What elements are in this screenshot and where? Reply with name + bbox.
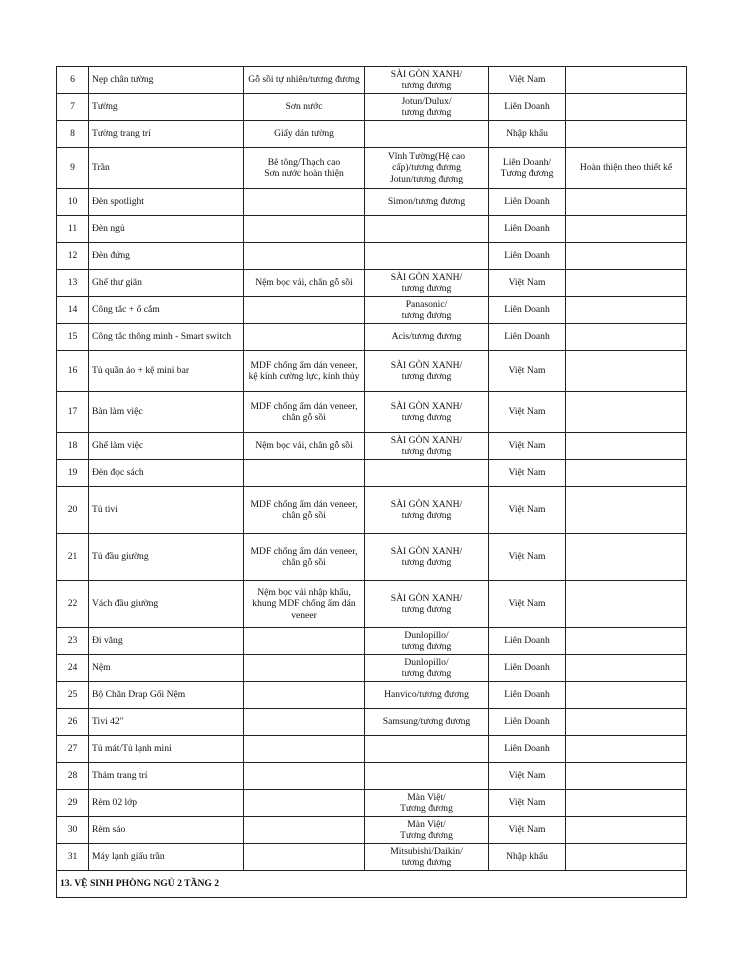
row-number: 21	[67, 551, 78, 563]
row-number: 6	[70, 74, 75, 86]
note-cell	[566, 270, 687, 297]
origin-cell	[489, 243, 566, 270]
origin: Liên Doanh	[504, 250, 550, 262]
brand-spec: Mitsubishi/Daikin/ tương đương	[390, 845, 463, 868]
brand-spec-cell	[365, 487, 489, 534]
note-cell	[566, 121, 687, 148]
item-name: Đi văng	[92, 635, 123, 647]
table-row	[57, 243, 687, 270]
row-number: 30	[67, 824, 78, 836]
table-row	[57, 581, 687, 628]
material-spec-cell	[244, 392, 365, 433]
item-name: Tivi 42"	[92, 716, 124, 728]
item-name-cell	[89, 189, 244, 216]
note-cell	[566, 487, 687, 534]
row-number: 19	[67, 467, 78, 479]
origin-cell	[489, 433, 566, 460]
item-name-cell	[89, 736, 244, 763]
material-spec: Sơn nước	[285, 101, 323, 113]
brand-spec: Vĩnh Tường(Hệ cao cấp)/tương đương Jotun/tương đương	[387, 150, 466, 185]
item-name: Thảm trang trí	[92, 770, 148, 782]
item-name: Công tắc thông minh - Smart switch	[92, 331, 232, 343]
table-row	[57, 297, 687, 324]
note-cell	[566, 243, 687, 270]
material-spec-cell	[244, 628, 365, 655]
row-number-cell	[57, 392, 89, 433]
material-spec: Nệm bọc vải, chân gỗ sồi	[255, 277, 353, 289]
note-cell	[566, 324, 687, 351]
row-number: 14	[67, 304, 78, 316]
row-number: 17	[67, 406, 78, 418]
brand-spec-cell	[365, 460, 489, 487]
brand-spec-cell	[365, 67, 489, 94]
row-number: 28	[67, 770, 78, 782]
material-spec-cell	[244, 460, 365, 487]
row-number: 29	[67, 797, 78, 809]
brand-spec-cell	[365, 709, 489, 736]
origin: Việt Nam	[508, 365, 546, 377]
note-cell	[566, 682, 687, 709]
row-number: 27	[67, 743, 78, 755]
row-number-cell	[57, 844, 89, 871]
item-name: Rèm 02 lớp	[92, 797, 138, 809]
row-number-cell	[57, 682, 89, 709]
material-spec-cell	[244, 189, 365, 216]
brand-spec-cell	[365, 270, 489, 297]
row-number-cell	[57, 270, 89, 297]
brand-spec: SÀI GÒN XANH/ tương đương	[390, 400, 463, 423]
row-number: 9	[70, 162, 75, 174]
note-cell	[566, 655, 687, 682]
brand-spec-cell	[365, 392, 489, 433]
row-number-cell	[57, 736, 89, 763]
material-spec: Gỗ sồi tự nhiên/tương đương	[248, 74, 360, 86]
item-name-cell	[89, 121, 244, 148]
origin: Việt Nam	[508, 770, 546, 782]
note-cell	[566, 460, 687, 487]
row-number-cell	[57, 709, 89, 736]
table-row	[57, 324, 687, 351]
table-row	[57, 534, 687, 581]
material-spec: MDF chống ẩm dán veneer, chân gỗ sồi	[250, 400, 358, 423]
brand-spec: SÀI GÒN XANH/ tương đương	[390, 592, 463, 615]
brand-spec-cell	[365, 628, 489, 655]
item-name: Ghế thư giãn	[92, 277, 142, 289]
item-name: Đèn đứng	[92, 250, 130, 262]
table-row	[57, 844, 687, 871]
note-cell	[566, 67, 687, 94]
item-name-cell	[89, 581, 244, 628]
brand-spec: SÀI GÒN XANH/ tương đương	[390, 545, 463, 568]
origin: Việt Nam	[508, 277, 546, 289]
item-name: Ghế làm việc	[92, 440, 144, 452]
note-cell	[566, 433, 687, 460]
origin: Liên Doanh	[504, 743, 550, 755]
brand-spec-cell	[365, 324, 489, 351]
item-name-cell	[89, 817, 244, 844]
table-row	[57, 121, 687, 148]
row-number: 22	[67, 598, 78, 610]
row-number-cell	[57, 655, 89, 682]
brand-spec-cell	[365, 216, 489, 243]
material-spec: Giấy dán tường	[274, 128, 334, 140]
origin-cell	[489, 487, 566, 534]
origin-cell	[489, 216, 566, 243]
material-spec-cell	[244, 790, 365, 817]
brand-spec-cell	[365, 94, 489, 121]
origin-cell	[489, 628, 566, 655]
row-number: 8	[70, 128, 75, 140]
material-spec-cell	[244, 487, 365, 534]
origin-cell	[489, 94, 566, 121]
item-name: Tường	[92, 101, 118, 113]
row-number-cell	[57, 433, 89, 460]
brand-spec-cell	[365, 682, 489, 709]
brand-spec: Màn Việt/ Tương đương	[400, 791, 453, 814]
material-spec-cell	[244, 736, 365, 763]
row-number-cell	[57, 534, 89, 581]
origin-cell	[489, 67, 566, 94]
row-number: 13	[67, 277, 78, 289]
row-number-cell	[57, 460, 89, 487]
table-row	[57, 682, 687, 709]
row-number-cell	[57, 817, 89, 844]
table-row	[57, 655, 687, 682]
item-name-cell	[89, 94, 244, 121]
origin-cell	[489, 270, 566, 297]
row-number: 10	[67, 196, 78, 208]
row-number-cell	[57, 94, 89, 121]
origin: Liên Doanh	[504, 196, 550, 208]
brand-spec: Dunlopillo/ tương đương	[401, 656, 452, 679]
material-spec-cell	[244, 682, 365, 709]
item-name: Bộ Chăn Drap Gối Nệm	[92, 689, 186, 701]
brand-spec: Màn Việt/ Tương đương	[400, 818, 453, 841]
table-row	[57, 392, 687, 433]
material-spec-cell	[244, 763, 365, 790]
table-row	[57, 460, 687, 487]
item-name: Bàn làm việc	[92, 406, 143, 418]
origin: Việt Nam	[508, 824, 546, 836]
material-spec-cell	[244, 817, 365, 844]
origin-cell	[489, 817, 566, 844]
origin-cell	[489, 581, 566, 628]
row-number: 23	[67, 635, 78, 647]
brand-spec-cell	[365, 763, 489, 790]
brand-spec-cell	[365, 790, 489, 817]
table-row	[57, 709, 687, 736]
row-number-cell	[57, 487, 89, 534]
brand-spec-cell	[365, 351, 489, 392]
item-name: Vách đầu giường	[92, 598, 159, 610]
item-name-cell	[89, 682, 244, 709]
origin-cell	[489, 844, 566, 871]
table-row	[57, 216, 687, 243]
material-spec-cell	[244, 94, 365, 121]
row-number: 16	[67, 365, 78, 377]
item-name: Đèn spotlight	[92, 196, 144, 208]
brand-spec-cell	[365, 655, 489, 682]
material-spec-cell	[244, 534, 365, 581]
item-name: Máy lạnh giấu trần	[92, 851, 165, 863]
brand-spec: SÀI GÒN XANH/ tương đương	[390, 434, 463, 457]
table-row	[57, 67, 687, 94]
brand-spec: SÀI GÒN XANH/ tương đương	[390, 359, 463, 382]
material-spec: Bê tông/Thạch cao Sơn nước hoàn thiện	[264, 156, 344, 179]
item-name: Rèm sáo	[92, 824, 126, 836]
row-number: 25	[67, 689, 78, 701]
item-name: Đèn đọc sách	[92, 467, 144, 479]
origin-cell	[489, 121, 566, 148]
row-number-cell	[57, 189, 89, 216]
note-cell	[566, 189, 687, 216]
section-heading-row	[57, 871, 687, 898]
origin: Việt Nam	[508, 797, 546, 809]
item-name-cell	[89, 487, 244, 534]
origin-cell	[489, 790, 566, 817]
material-spec-cell	[244, 324, 365, 351]
row-number-cell	[57, 216, 89, 243]
origin-cell	[489, 189, 566, 216]
item-name-cell	[89, 148, 244, 189]
table-row	[57, 148, 687, 189]
origin-cell	[489, 351, 566, 392]
table-row	[57, 351, 687, 392]
origin: Liên Doanh	[504, 662, 550, 674]
origin: Việt Nam	[508, 467, 546, 479]
material-spec-cell	[244, 216, 365, 243]
origin-cell	[489, 736, 566, 763]
item-name-cell	[89, 433, 244, 460]
item-name-cell	[89, 460, 244, 487]
material-spec-cell	[244, 433, 365, 460]
material-spec: MDF chống ẩm dán veneer, chân gỗ sồi	[250, 545, 358, 568]
brand-spec-cell	[365, 534, 489, 581]
origin-cell	[489, 148, 566, 189]
item-name: Đèn ngủ	[92, 223, 125, 235]
note-cell	[566, 392, 687, 433]
note-cell	[566, 148, 687, 189]
brand-spec-cell	[365, 121, 489, 148]
origin: Việt Nam	[508, 504, 546, 516]
row-number: 24	[67, 662, 78, 674]
origin: Liên Doanh/ Tương đương	[500, 156, 554, 179]
material-spec-cell	[244, 844, 365, 871]
note: Hoàn thiện theo thiết kế	[579, 162, 673, 174]
material-spec: MDF chống ẩm dán veneer, kệ kính cường lực, kính thủy	[248, 359, 360, 382]
origin: Liên Doanh	[504, 689, 550, 701]
item-name: Tủ tivi	[92, 504, 118, 516]
row-number: 7	[70, 101, 75, 113]
note-cell	[566, 736, 687, 763]
row-number-cell	[57, 628, 89, 655]
material-spec-cell	[244, 67, 365, 94]
brand-spec: Jotun/Dulux/ tương đương	[401, 95, 452, 118]
item-name: Tủ quần áo + kệ mini bar	[92, 365, 190, 377]
origin-cell	[489, 324, 566, 351]
brand-spec: Samsung/tương đương	[382, 716, 471, 728]
material-spec-cell	[244, 297, 365, 324]
item-name-cell	[89, 297, 244, 324]
item-name-cell	[89, 243, 244, 270]
table-row	[57, 628, 687, 655]
item-name-cell	[89, 628, 244, 655]
table-row	[57, 790, 687, 817]
note-cell	[566, 297, 687, 324]
row-number: 18	[67, 440, 78, 452]
brand-spec-cell	[365, 817, 489, 844]
row-number: 11	[67, 223, 78, 235]
row-number-cell	[57, 297, 89, 324]
brand-spec-cell	[365, 581, 489, 628]
row-number-cell	[57, 581, 89, 628]
material-spec-cell	[244, 121, 365, 148]
brand-spec-cell	[365, 189, 489, 216]
item-name: Nẹp chân tường	[92, 74, 154, 86]
note-cell	[566, 216, 687, 243]
origin: Nhập khẩu	[506, 851, 548, 863]
section-heading: 13. VỆ SINH PHÒNG NGỦ 2 TẦNG 2	[57, 871, 687, 898]
item-name-cell	[89, 709, 244, 736]
material-spec-cell	[244, 709, 365, 736]
row-number: 31	[67, 851, 78, 863]
row-number-cell	[57, 763, 89, 790]
material-spec-cell	[244, 243, 365, 270]
origin: Việt Nam	[508, 440, 546, 452]
origin: Liên Doanh	[504, 331, 550, 343]
table-row	[57, 763, 687, 790]
row-number: 12	[67, 250, 78, 262]
item-name-cell	[89, 270, 244, 297]
item-name-cell	[89, 844, 244, 871]
note-cell	[566, 817, 687, 844]
brand-spec: Simon/tương đương	[387, 196, 466, 208]
note-cell	[566, 351, 687, 392]
origin: Liên Doanh	[504, 635, 550, 647]
row-number-cell	[57, 790, 89, 817]
item-name-cell	[89, 324, 244, 351]
table-row	[57, 817, 687, 844]
brand-spec: SÀI GÒN XANH/ tương đương	[390, 271, 463, 294]
item-name-cell	[89, 655, 244, 682]
item-name-cell	[89, 534, 244, 581]
brand-spec: Acis/tương đương	[391, 331, 462, 343]
brand-spec: Panasonic/ tương đương	[401, 298, 452, 321]
origin-cell	[489, 460, 566, 487]
brand-spec: Hanvico/tương đương	[384, 689, 469, 701]
brand-spec: SÀI GÒN XANH/ tương đương	[390, 498, 463, 521]
origin: Liên Doanh	[504, 101, 550, 113]
origin-cell	[489, 534, 566, 581]
material-spec-cell	[244, 270, 365, 297]
row-number: 15	[67, 331, 78, 343]
material-spec-cell	[244, 581, 365, 628]
item-name: Trần	[92, 162, 110, 174]
material-spec-cell	[244, 148, 365, 189]
origin: Việt Nam	[508, 598, 546, 610]
origin-cell	[489, 392, 566, 433]
origin-cell	[489, 763, 566, 790]
origin: Liên Doanh	[504, 223, 550, 235]
item-name-cell	[89, 67, 244, 94]
item-name-cell	[89, 763, 244, 790]
material-spec: MDF chống ẩm dán veneer, chân gỗ sồi	[250, 498, 358, 521]
note-cell	[566, 844, 687, 871]
brand-spec-cell	[365, 148, 489, 189]
item-name: Tường trang trí	[92, 128, 151, 140]
item-name: Tủ mát/Tủ lạnh mini	[92, 743, 172, 755]
table-row	[57, 189, 687, 216]
brand-spec-cell	[365, 297, 489, 324]
row-number-cell	[57, 121, 89, 148]
note-cell	[566, 628, 687, 655]
note-cell	[566, 790, 687, 817]
material-spec-cell	[244, 351, 365, 392]
note-cell	[566, 763, 687, 790]
origin: Liên Doanh	[504, 716, 550, 728]
note-cell	[566, 534, 687, 581]
table-row	[57, 736, 687, 763]
origin: Việt Nam	[508, 74, 546, 86]
brand-spec-cell	[365, 844, 489, 871]
origin-cell	[489, 709, 566, 736]
row-number-cell	[57, 67, 89, 94]
origin: Nhập khẩu	[506, 128, 548, 140]
brand-spec-cell	[365, 433, 489, 460]
item-name: Công tắc + ổ cắm	[92, 304, 160, 316]
origin-cell	[489, 655, 566, 682]
material-spec: Nệm bọc vải, chân gỗ sồi	[255, 440, 353, 452]
brand-spec-cell	[365, 243, 489, 270]
table-row	[57, 433, 687, 460]
note-cell	[566, 581, 687, 628]
brand-spec: Dunlopillo/ tương đương	[401, 629, 452, 652]
item-name-cell	[89, 392, 244, 433]
origin: Việt Nam	[508, 551, 546, 563]
item-name-cell	[89, 790, 244, 817]
item-name-cell	[89, 351, 244, 392]
origin: Việt Nam	[508, 406, 546, 418]
row-number-cell	[57, 351, 89, 392]
item-name: Nệm	[92, 662, 111, 674]
item-name: Tủ đầu giường	[92, 551, 149, 563]
table-row	[57, 270, 687, 297]
row-number-cell	[57, 148, 89, 189]
row-number: 26	[67, 716, 78, 728]
row-number: 20	[67, 504, 78, 516]
table-row	[57, 487, 687, 534]
origin-cell	[489, 297, 566, 324]
note-cell	[566, 94, 687, 121]
material-spec-cell	[244, 655, 365, 682]
row-number-cell	[57, 243, 89, 270]
origin-cell	[489, 682, 566, 709]
brand-spec-cell	[365, 736, 489, 763]
material-spec: Nệm bọc vải nhập khẩu, khung MDF chống ẩm dán veneer	[252, 586, 356, 621]
specification-table-body	[57, 67, 687, 898]
specification-table	[56, 66, 687, 898]
table-row	[57, 94, 687, 121]
item-name-cell	[89, 216, 244, 243]
origin: Liên Doanh	[504, 304, 550, 316]
row-number-cell	[57, 324, 89, 351]
brand-spec: SÀI GÒN XANH/ tương đương	[390, 68, 463, 91]
note-cell	[566, 709, 687, 736]
